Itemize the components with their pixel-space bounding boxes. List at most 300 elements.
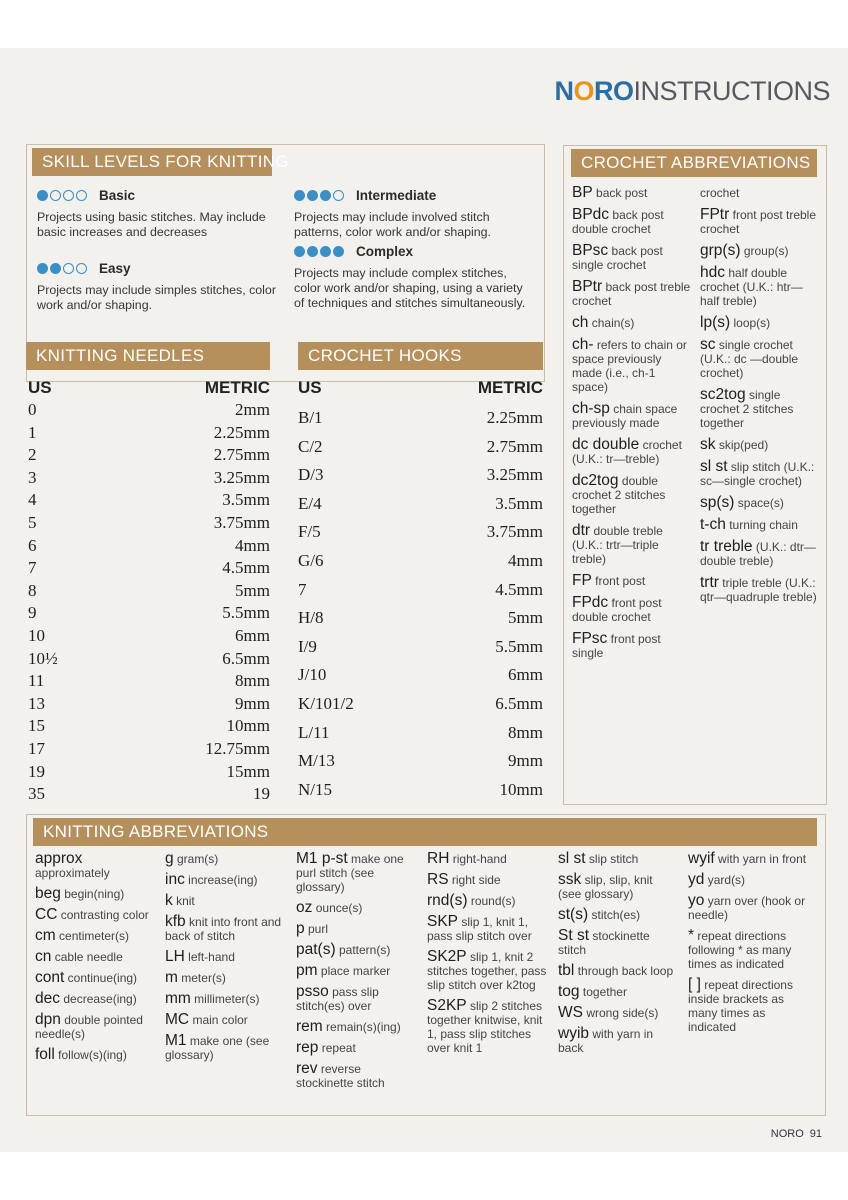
hook-row: [298, 751, 543, 773]
abbreviation-term: sc2tog: [700, 386, 746, 403]
abbreviation-entry: [558, 908, 676, 922]
needle-metric-size: 5.5mm: [222, 603, 270, 623]
needle-us-size: 5: [28, 513, 37, 532]
abbreviation-term: BPsc: [572, 242, 609, 259]
needle-metric-size: 6.5mm: [222, 648, 270, 668]
hook-metric-size: 2.25mm: [486, 408, 543, 427]
abbreviation-definition: repeat directions inside brackets as many times as indicated: [688, 978, 793, 1034]
filled-dot-icon: [37, 263, 48, 274]
knitting-abbr-column-2: [165, 852, 285, 1069]
hook-us-size: J/10: [298, 665, 327, 685]
level-dots: [37, 190, 89, 205]
filled-dot-icon: [333, 246, 344, 257]
filled-dot-icon: [37, 190, 48, 201]
magazine-page: [0, 48, 848, 1152]
needle-row: [28, 716, 270, 738]
hook-us-size: L/11: [298, 722, 330, 742]
abbreviation-term: rnd(s): [427, 892, 468, 909]
abbreviation-term: St st: [558, 927, 590, 944]
hook-us-size: D/3: [298, 465, 324, 485]
abbreviation-definition: front post single: [572, 632, 661, 660]
knitting-abbreviations-header: KNITTING ABBREVIATIONS: [33, 818, 817, 846]
abbreviation-term: SKP: [427, 913, 459, 930]
abbreviation-definition: double treble (U.K.: trtr—triple treble): [572, 524, 663, 566]
folio-magazine: NORO: [770, 1128, 804, 1140]
abbreviation-definition: gram(s): [176, 852, 219, 866]
hook-us-size: N/15: [298, 779, 332, 799]
abbreviation-entry: [572, 316, 694, 330]
hook-us-size: M/13: [298, 751, 335, 771]
abbreviation-definition: (U.K.: dtr—double treble): [700, 540, 816, 568]
hook-metric-size: 3.75mm: [486, 522, 543, 542]
abbreviation-definition: front post double crochet: [572, 596, 662, 624]
abbreviation-definition: triple treble (U.K.: qtr—quadruple treble): [700, 576, 817, 604]
abbreviation-entry: [165, 1034, 285, 1062]
crochet-abbr-column-1: [572, 186, 694, 668]
hook-row: [298, 694, 543, 716]
abbreviation-term: BPtr: [572, 278, 603, 295]
abbreviation-entry: [700, 316, 818, 330]
needle-metric-size: 3.75mm: [213, 513, 270, 532]
hook-metric-size: 5mm: [508, 608, 543, 628]
abbreviation-entry: [558, 1006, 676, 1020]
abbreviation-term: inc: [165, 871, 185, 888]
needle-row: [28, 445, 270, 467]
needle-us-size: 15: [28, 716, 45, 736]
abbreviation-definition: with yarn in front: [718, 852, 807, 866]
abbreviation-definition: chain space previously made: [572, 402, 678, 430]
abbreviation-term: m: [165, 969, 178, 986]
abbreviation-term: sk: [700, 436, 716, 453]
hook-row: [298, 580, 543, 602]
abbreviation-definition: make one purl stitch (see glossary): [296, 852, 404, 894]
needle-us-size: 6: [28, 535, 37, 555]
hooks-metric-heading: METRIC: [477, 378, 543, 397]
abbreviation-entry: [558, 964, 676, 978]
abbreviation-definition: through back loop: [577, 964, 674, 978]
abbreviation-term: FPtr: [700, 206, 730, 223]
hook-row: [298, 723, 543, 745]
hook-us-size: C/2: [298, 436, 323, 456]
abbreviation-term: SK2P: [427, 948, 467, 965]
filled-dot-icon: [307, 190, 318, 201]
hook-row: [298, 408, 543, 430]
abbreviation-entry: [572, 474, 694, 516]
needle-us-size: 3: [28, 467, 37, 487]
abbreviation-definition: single crochet (U.K.: dc —double crochet): [700, 338, 799, 380]
hook-us-size: K/101/2: [298, 694, 354, 713]
empty-dot-icon: [63, 190, 74, 201]
hook-metric-size: 9mm: [508, 751, 543, 771]
abbreviation-term: psso: [296, 983, 329, 1000]
abbreviation-definition: right-hand: [452, 852, 507, 866]
abbreviation-definition: with yarn in back: [558, 1027, 654, 1055]
abbreviation-term: FP: [572, 572, 592, 589]
abbreviation-definition: turning chain: [729, 518, 798, 532]
abbreviation-term: dc double: [572, 436, 640, 453]
abbreviation-entry: [688, 978, 812, 1034]
abbreviation-entry: [35, 887, 153, 901]
abbreviation-definition: stitch(es): [591, 908, 641, 922]
abbreviation-term: pat(s): [296, 941, 336, 958]
abbreviation-definition: slip, slip, knit (see glossary): [558, 873, 653, 901]
abbreviation-definition: front post: [595, 574, 646, 588]
needle-metric-size: 4mm: [235, 535, 270, 555]
abbreviation-entry: [35, 950, 153, 964]
abbreviation-entry: [35, 908, 153, 922]
page-number: 91: [809, 1128, 822, 1140]
abbreviation-entry: [700, 388, 818, 430]
abbreviation-definition: yard(s): [707, 873, 746, 887]
hook-metric-size: 3.5mm: [495, 493, 543, 513]
abbreviation-definition: ounce(s): [315, 901, 363, 915]
needle-row: [28, 671, 270, 693]
needles-metric-heading: METRIC: [204, 378, 270, 397]
abbreviation-entry: [700, 576, 818, 604]
abbreviation-term: wyib: [558, 1025, 590, 1042]
hooks-us-heading: US: [298, 378, 322, 397]
filled-dot-icon: [320, 190, 331, 201]
abbreviation-term: st(s): [558, 906, 589, 923]
abbreviation-definition: approximately: [35, 866, 110, 880]
abbreviation-term: ch-sp: [572, 400, 610, 417]
knitting-abbr-column-6: [688, 852, 812, 1041]
abbreviation-definition: crochet (U.K.: tr—treble): [572, 438, 682, 466]
needle-row: [28, 536, 270, 558]
empty-dot-icon: [76, 190, 87, 201]
needle-row: [28, 513, 270, 535]
empty-dot-icon: [50, 190, 61, 201]
hook-row: [298, 551, 543, 573]
abbreviation-entry: [572, 244, 694, 272]
abbreviation-entry: [700, 186, 818, 200]
abbreviation-definition: cable needle: [54, 950, 123, 964]
needle-row: [28, 558, 270, 580]
abbreviation-term: MC: [165, 1011, 190, 1028]
abbreviation-definition: knit: [176, 894, 195, 908]
abbreviation-definition: back post single crochet: [572, 244, 663, 272]
abbreviation-term: tbl: [558, 962, 575, 979]
abbreviation-definition: repeat: [321, 1041, 356, 1055]
abbreviation-term: pm: [296, 962, 318, 979]
hook-metric-size: 8mm: [508, 722, 543, 742]
abbreviation-term: CC: [35, 906, 58, 923]
abbreviation-entry: [296, 1020, 414, 1034]
needle-row: [28, 581, 270, 603]
abbreviation-entry: [35, 1048, 153, 1062]
abbreviation-entry: [558, 929, 676, 957]
abbreviation-entry: [427, 852, 547, 866]
abbreviation-entry: [572, 524, 694, 566]
abbreviation-entry: [700, 266, 818, 308]
abbreviation-term: lp(s): [700, 314, 731, 331]
abbreviation-term: yd: [688, 871, 705, 888]
abbreviation-term: cont: [35, 969, 65, 986]
abbreviation-entry: [427, 873, 547, 887]
needle-row: [28, 784, 270, 806]
abbreviation-definition: wrong side(s): [586, 1006, 659, 1020]
needle-metric-size: 9mm: [235, 693, 270, 713]
hook-us-size: F/5: [298, 522, 321, 542]
hook-metric-size: 2.75mm: [486, 436, 543, 456]
needle-us-size: 13: [28, 693, 45, 713]
abbreviation-entry: [296, 943, 414, 957]
abbreviation-entry: [165, 894, 285, 908]
needle-us-size: 1: [28, 422, 37, 442]
abbreviation-entry: [296, 901, 414, 915]
needle-metric-size: 15mm: [226, 761, 270, 781]
needle-metric-size: 12.75mm: [205, 739, 270, 758]
abbreviation-entry: [165, 852, 285, 866]
abbreviation-entry: [572, 338, 694, 394]
hook-us-size: G/6: [298, 551, 324, 570]
abbreviation-term: tr treble: [700, 538, 753, 555]
needle-us-size: 8: [28, 580, 37, 600]
hook-metric-size: 6mm: [508, 665, 543, 685]
abbreviation-term: rev: [296, 1060, 318, 1077]
abbreviation-entry: [572, 574, 694, 588]
abbreviation-entry: [165, 915, 285, 943]
abbreviation-term: ch: [572, 314, 589, 331]
abbreviation-definition: continue(ing): [67, 971, 138, 985]
abbreviation-entry: [427, 950, 547, 992]
abbreviation-term: cn: [35, 948, 52, 965]
level-dots: [294, 246, 346, 261]
abbreviation-entry: [296, 985, 414, 1013]
abbreviation-entry: [572, 280, 694, 308]
abbreviation-entry: [35, 1013, 153, 1041]
abbreviation-term: tog: [558, 983, 580, 1000]
abbreviation-term: rep: [296, 1039, 319, 1056]
crochet-hooks-table: [298, 378, 543, 808]
needle-metric-size: 2.75mm: [213, 445, 270, 465]
abbreviation-term: k: [165, 892, 173, 909]
abbreviation-term: [ ]: [688, 976, 701, 993]
filled-dot-icon: [294, 246, 305, 257]
knitting-abbr-column-4: [427, 852, 547, 1062]
abbreviation-term: p: [296, 920, 305, 937]
abbreviation-term: sc: [700, 336, 716, 353]
abbreviation-definition: meter(s): [181, 971, 226, 985]
needle-metric-size: 3.25mm: [213, 467, 270, 487]
abbreviation-entry: [700, 518, 818, 532]
abbreviation-term: FPsc: [572, 630, 608, 647]
abbreviation-definition: slip stitch: [588, 852, 639, 866]
abbreviation-entry: [572, 596, 694, 624]
abbreviation-term: oz: [296, 899, 313, 916]
abbreviation-definition: main color: [192, 1013, 248, 1027]
abbreviation-term: dpn: [35, 1011, 61, 1028]
level-dots: [37, 263, 89, 278]
needle-metric-size: 19: [253, 784, 270, 804]
filled-dot-icon: [307, 246, 318, 257]
abbreviation-term: ch-: [572, 336, 594, 353]
abbreviation-definition: millimeter(s): [194, 992, 260, 1006]
abbreviation-entry: [558, 1027, 676, 1055]
abbreviation-definition: half double crochet (U.K.: htr—half treble): [700, 266, 803, 308]
abbreviation-entry: [688, 894, 812, 922]
hook-row: [298, 437, 543, 459]
abbreviation-term: approx: [35, 850, 83, 867]
abbreviation-definition: crochet: [700, 186, 740, 200]
abbreviation-definition: stockinette stitch: [558, 929, 650, 957]
needle-us-size: 4: [28, 490, 37, 510]
abbreviation-term: ssk: [558, 871, 582, 888]
abbreviation-term: M1: [165, 1032, 187, 1049]
hook-row: [298, 665, 543, 687]
knitting-needles-header: KNITTING NEEDLES: [26, 342, 270, 370]
abbreviation-entry: [688, 873, 812, 887]
abbreviation-definition: slip 2 stitches together knitwise, knit 1, pass slip stitches over knit 1: [427, 999, 543, 1055]
level-intermediate: Intermediate Projects may include involved stitch patterns, color work and/or shaping.: [294, 188, 491, 239]
abbreviation-definition: reverse stockinette stitch: [296, 1062, 385, 1090]
abbreviation-term: trtr: [700, 574, 719, 591]
abbreviation-entry: [688, 929, 812, 971]
hook-row: [298, 494, 543, 516]
needle-us-size: 10: [28, 626, 45, 645]
needle-metric-size: 4.5mm: [222, 558, 270, 578]
abbreviation-term: BP: [572, 184, 593, 201]
abbreviation-definition: right side: [451, 873, 501, 887]
abbreviation-term: hdc: [700, 264, 725, 281]
needle-us-size: 2: [28, 445, 37, 465]
crochet-abbreviations-header: CROCHET ABBREVIATIONS: [571, 149, 817, 177]
needle-us-size: 10½: [28, 648, 58, 668]
abbreviation-term: mm: [165, 990, 191, 1007]
abbreviation-entry: [700, 244, 818, 258]
needle-us-size: 9: [28, 603, 37, 623]
abbreviation-entry: [427, 915, 547, 943]
abbreviation-entry: [165, 992, 285, 1006]
abbreviation-term: BPdc: [572, 206, 610, 223]
needle-us-size: 7: [28, 558, 37, 578]
abbreviation-entry: [700, 438, 818, 452]
abbreviation-entry: [572, 186, 694, 200]
abbreviation-entry: [35, 992, 153, 1006]
abbreviation-term: beg: [35, 885, 61, 902]
hook-row: [298, 637, 543, 659]
hook-us-size: 7: [298, 579, 307, 599]
filled-dot-icon: [294, 190, 305, 201]
abbreviation-definition: slip 1, knit 2 stitches together, pass slip stitch over k2tog: [427, 950, 547, 992]
abbreviation-term: kfb: [165, 913, 186, 930]
hook-metric-size: 10mm: [499, 779, 543, 799]
knitting-abbr-column-1: [35, 852, 153, 1069]
abbreviation-definition: begin(ning): [64, 887, 125, 901]
abbreviation-entry: [427, 894, 547, 908]
page-folio: [771, 1128, 822, 1140]
empty-dot-icon: [333, 190, 344, 201]
abbreviation-definition: front post treble crochet: [700, 208, 817, 236]
abbreviation-entry: [558, 873, 676, 901]
abbreviation-definition: pass slip stitch(es) over: [296, 985, 379, 1013]
abbreviation-entry: [558, 985, 676, 999]
abbreviation-entry: [700, 460, 818, 488]
abbreviation-entry: [165, 950, 285, 964]
needles-us-heading: US: [28, 378, 52, 397]
crochet-hooks-header: CROCHET HOOKS: [298, 342, 543, 370]
abbreviation-definition: double crochet 2 stitches together: [572, 474, 666, 516]
abbreviation-definition: make one (see glossary): [165, 1034, 270, 1062]
needle-us-size: 0: [28, 400, 37, 419]
empty-dot-icon: [63, 263, 74, 274]
hook-us-size: B/1: [298, 408, 323, 427]
abbreviation-term: rem: [296, 1018, 323, 1035]
abbreviation-term: t-ch: [700, 516, 726, 533]
abbreviation-definition: double pointed needle(s): [35, 1013, 143, 1041]
abbreviation-definition: together: [582, 985, 627, 999]
needle-metric-size: 8mm: [235, 671, 270, 691]
abbreviation-entry: [688, 852, 812, 866]
abbreviation-entry: [700, 540, 818, 568]
abbreviation-term: sl st: [558, 850, 586, 867]
abbreviation-entry: [165, 971, 285, 985]
needle-row: [28, 694, 270, 716]
abbreviation-definition: chain(s): [591, 316, 635, 330]
abbreviation-term: dc2tog: [572, 472, 619, 489]
abbreviation-definition: loop(s): [733, 316, 771, 330]
abbreviation-definition: purl: [307, 922, 328, 936]
level-dots: [294, 190, 346, 205]
abbreviation-term: S2KP: [427, 997, 467, 1014]
abbreviation-entry: [558, 852, 676, 866]
level-easy: Easy Projects may include simples stitches, color work and/or shaping.: [37, 261, 276, 312]
needle-row: [28, 762, 270, 784]
needle-metric-size: 10mm: [226, 716, 270, 736]
hook-us-size: I/9: [298, 636, 317, 656]
abbreviation-definition: follow(s)(ing): [58, 1048, 127, 1062]
abbreviation-term: dtr: [572, 522, 591, 539]
abbreviation-definition: group(s): [743, 244, 789, 258]
abbreviation-entry: [35, 971, 153, 985]
hook-metric-size: 6.5mm: [495, 694, 543, 713]
hook-metric-size: 5.5mm: [495, 636, 543, 656]
abbreviation-definition: knit into front and back of stitch: [165, 915, 282, 943]
needle-row: [28, 400, 270, 422]
abbreviation-definition: back post treble crochet: [572, 280, 691, 308]
abbreviation-term: sl st: [700, 458, 728, 475]
abbreviation-definition: slip stitch (U.K.: sc—single crochet): [700, 460, 815, 488]
abbreviation-entry: [700, 208, 818, 236]
abbreviation-definition: space(s): [737, 496, 784, 510]
abbreviation-entry: [700, 496, 818, 510]
hook-row: [298, 465, 543, 487]
abbreviation-term: WS: [558, 1004, 583, 1021]
abbreviation-term: RS: [427, 871, 449, 888]
abbreviation-entry: [572, 632, 694, 660]
abbreviation-entry: [296, 922, 414, 936]
hook-metric-size: 3.25mm: [486, 465, 543, 485]
abbreviation-entry: [165, 1013, 285, 1027]
abbreviation-definition: round(s): [470, 894, 516, 908]
knitting-needles-table: [28, 378, 270, 808]
abbreviation-term: RH: [427, 850, 450, 867]
hook-row: [298, 522, 543, 544]
abbreviation-term: FPdc: [572, 594, 609, 611]
abbreviation-term: dec: [35, 990, 60, 1007]
needle-us-size: 11: [28, 671, 45, 691]
abbreviation-definition: skip(ped): [718, 438, 769, 452]
hook-us-size: H/8: [298, 608, 324, 628]
needle-metric-size: 3.5mm: [222, 490, 270, 510]
abbreviation-term: g: [165, 850, 174, 867]
level-basic: Basic Projects using basic stitches. May include basic increases and decreases: [37, 188, 266, 239]
abbreviation-definition: remain(s)(ing): [326, 1020, 401, 1034]
abbreviation-definition: yarn over (hook or needle): [688, 894, 806, 922]
abbreviation-definition: back post double crochet: [572, 208, 664, 236]
filled-dot-icon: [50, 263, 61, 274]
abbreviation-definition: repeat directions following * as many times as indicated: [688, 929, 792, 971]
